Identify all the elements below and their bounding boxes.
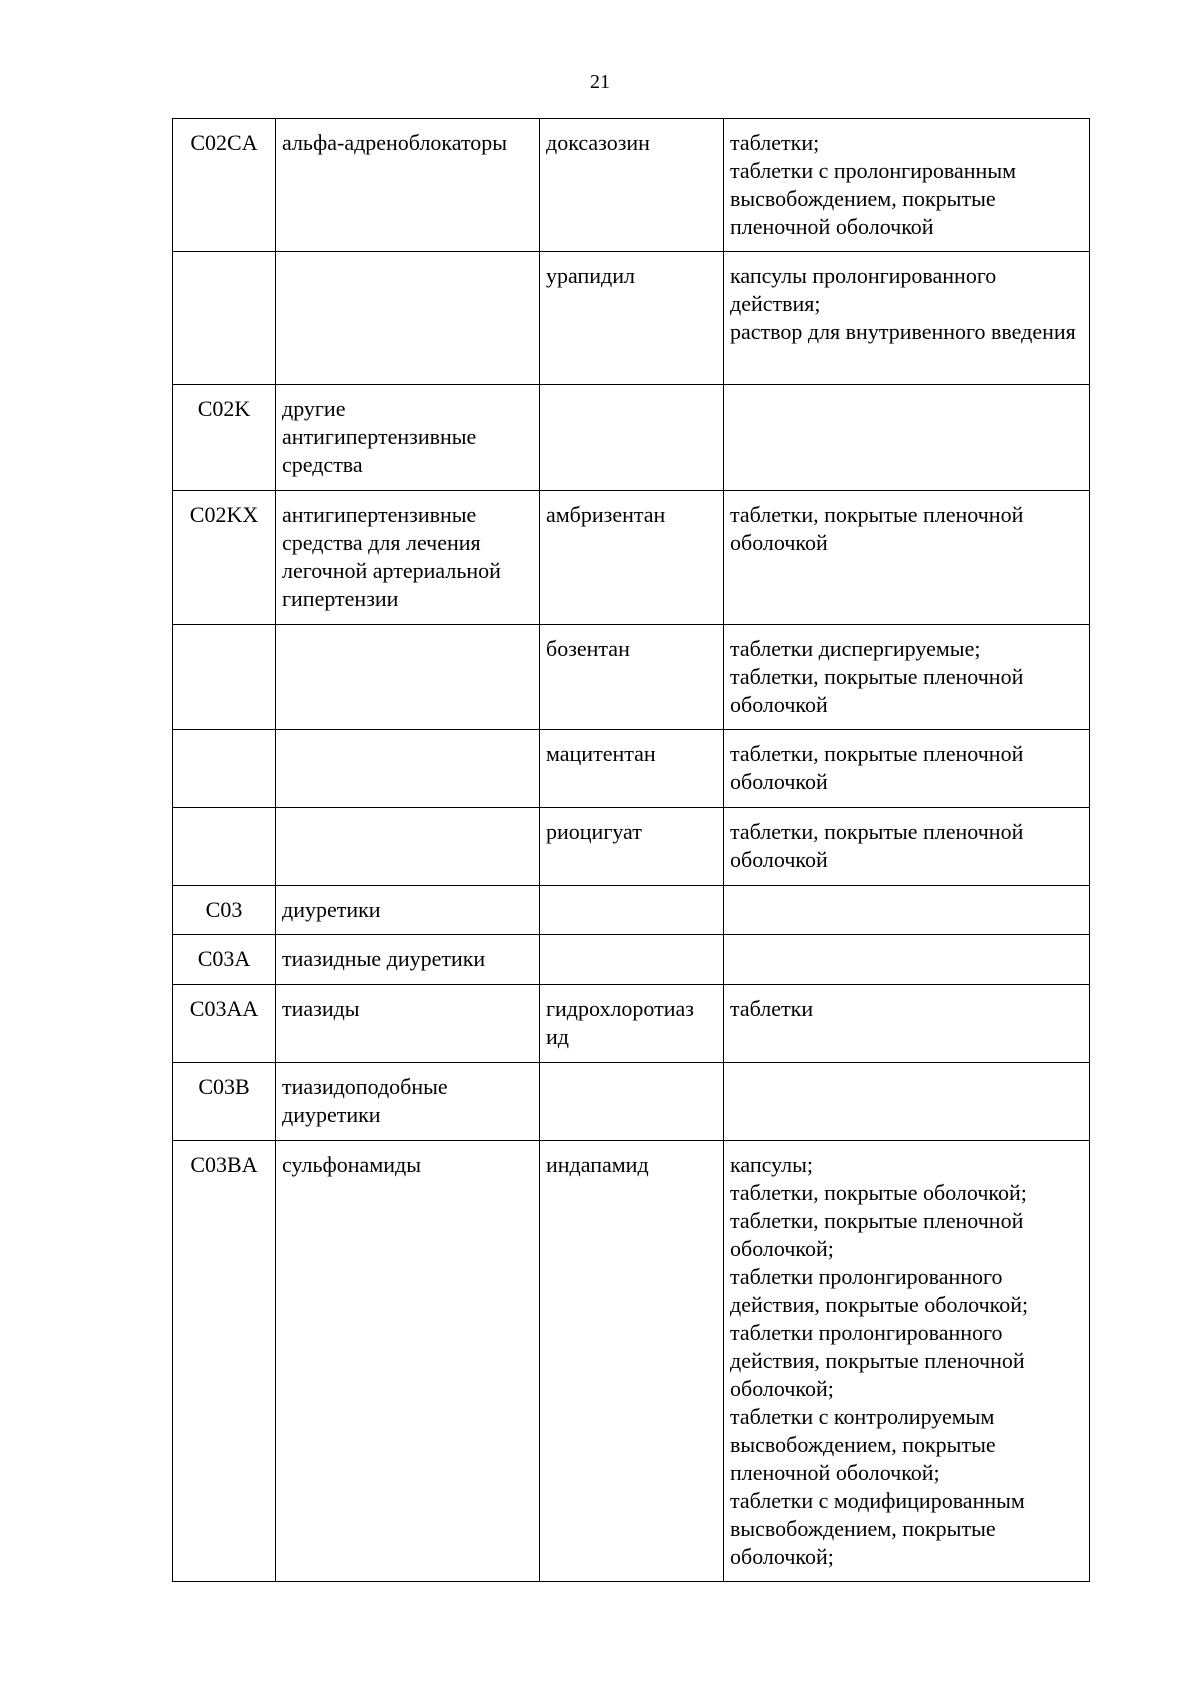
dosage-form: капсулы; [730, 1152, 813, 1177]
table-row [173, 1063, 1090, 1141]
table-row [173, 886, 1090, 935]
atc-code: C03 [173, 886, 276, 935]
table-row [173, 119, 1090, 252]
drug-name: амбризентан [540, 491, 724, 625]
drug-name [540, 935, 724, 985]
atc-code: C03A [173, 935, 276, 985]
pharmacological-group: сульфонамиды [276, 1141, 540, 1582]
table-row [173, 985, 1090, 1063]
pharmacological-group [276, 730, 540, 808]
pharmacological-group [276, 808, 540, 886]
dosage-form: таблетки, покрытые пленочной оболочкой [730, 741, 1024, 794]
dosage-forms [724, 808, 1090, 886]
dosage-form: таблетки [730, 996, 814, 1021]
atc-code: C03B [173, 1063, 276, 1141]
pharmacological-group: диуретики [276, 886, 540, 935]
table-row [173, 1141, 1090, 1582]
pharmacological-group: альфа-адреноблокаторы [276, 119, 540, 252]
dosage-form: таблетки; [730, 130, 820, 155]
atc-code: C02CA [173, 119, 276, 252]
drug-name [540, 886, 724, 935]
dosage-forms [724, 730, 1090, 808]
drug-name: гидрохлоротиаз ид [540, 985, 724, 1063]
dosage-forms [724, 625, 1090, 730]
pharmacological-group [276, 625, 540, 730]
dosage-form: таблетки, покрытые пленочной оболочкой [730, 819, 1024, 872]
dosage-form: таблетки пролонгированного действия, покрытые оболочкой; [730, 1264, 1029, 1317]
dosage-forms [724, 252, 1090, 385]
atc-code: C03BA [173, 1141, 276, 1582]
dosage-form: таблетки диспергируемые; [730, 636, 981, 661]
dosage-form: таблетки, покрытые пленочной оболочкой [730, 664, 1024, 717]
dosage-form: капсулы пролонгированного действия; [730, 263, 997, 316]
table-row [173, 808, 1090, 886]
table-row [173, 252, 1090, 385]
atc-code [173, 625, 276, 730]
dosage-form: таблетки, покрытые пленочной оболочкой; [730, 1208, 1024, 1261]
dosage-form: таблетки с пролонгированным высвобождением, покрытые пленочной оболочкой [730, 158, 1017, 239]
dosage-form: раствор для внутривенного введения [730, 319, 1076, 344]
pharmacological-group: антигипертензивные средства для лечения легочной артериальной гипертензии [276, 491, 540, 625]
drug-name: урапидил [540, 252, 724, 385]
dosage-forms [724, 935, 1090, 985]
table-row [173, 491, 1090, 625]
dosage-form: таблетки, покрытые оболочкой; [730, 1180, 1027, 1205]
drug-name [540, 385, 724, 491]
drug-name: риоцигуат [540, 808, 724, 886]
drug-name: индапамид [540, 1141, 724, 1582]
atc-code [173, 808, 276, 886]
dosage-forms [724, 1141, 1090, 1582]
drug-table [172, 118, 1090, 1582]
dosage-forms [724, 1063, 1090, 1141]
dosage-form: таблетки, покрытые пленочной оболочкой [730, 502, 1024, 555]
drug-name: доксазозин [540, 119, 724, 252]
atc-code: C02K [173, 385, 276, 491]
dosage-form: таблетки пролонгированного действия, покрытые пленочной оболочкой; [730, 1320, 1025, 1401]
atc-code [173, 252, 276, 385]
dosage-form: таблетки с контролируемым высвобождением, покрытые пленочной оболочкой; [730, 1404, 996, 1485]
drug-name [540, 1063, 724, 1141]
drug-name: мацитентан [540, 730, 724, 808]
dosage-forms [724, 985, 1090, 1063]
pharmacological-group: тиазиды [276, 985, 540, 1063]
table-row [173, 625, 1090, 730]
atc-code [173, 730, 276, 808]
pharmacological-group [276, 252, 540, 385]
dosage-forms [724, 119, 1090, 252]
pharmacological-group: тиазидные диуретики [276, 935, 540, 985]
pharmacological-group: тиазидоподобные диуретики [276, 1063, 540, 1141]
page-number: 21 [590, 71, 610, 93]
pharmacological-group: другие антигипертензивные средства [276, 385, 540, 491]
table-row [173, 730, 1090, 808]
dosage-forms [724, 491, 1090, 625]
table-row [173, 935, 1090, 985]
table-row [173, 385, 1090, 491]
atc-code: C03AA [173, 985, 276, 1063]
dosage-forms [724, 385, 1090, 491]
dosage-form: таблетки с модифицированным высвобождением, покрытые оболочкой; [730, 1488, 1025, 1569]
dosage-forms [724, 886, 1090, 935]
drug-name: бозентан [540, 625, 724, 730]
atc-code: C02KX [173, 491, 276, 625]
